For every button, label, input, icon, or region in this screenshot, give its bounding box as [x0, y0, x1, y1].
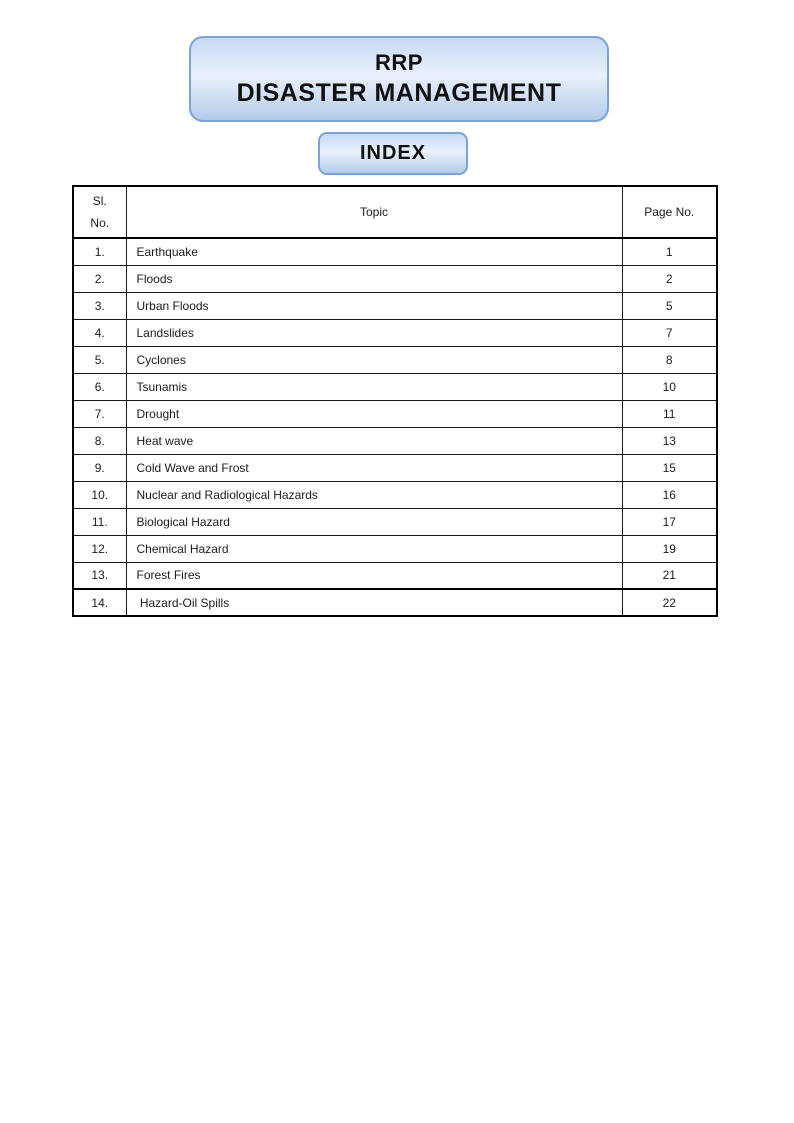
- sl-no-cell: 1.: [73, 238, 126, 265]
- topic-cell: Cyclones: [126, 346, 622, 373]
- table-row: [73, 400, 717, 427]
- page-no-cell: 7: [622, 319, 717, 346]
- table-row: [73, 265, 717, 292]
- topic-cell: Forest Fires: [126, 562, 622, 589]
- topic-cell: Cold Wave and Frost: [126, 454, 622, 481]
- sl-no-cell: 7.: [73, 400, 126, 427]
- document-title-line2: DISASTER MANAGEMENT: [236, 79, 562, 107]
- sl-no-cell: 13.: [73, 562, 126, 589]
- header-topic: Topic: [126, 186, 622, 238]
- topic-cell: Urban Floods: [126, 292, 622, 319]
- sl-no-cell: 3.: [73, 292, 126, 319]
- page-no-cell: 17: [622, 508, 717, 535]
- table-row: [73, 562, 717, 589]
- header-sl-line1: Sl.: [92, 194, 107, 208]
- table-row: [73, 481, 717, 508]
- sl-no-cell: 4.: [73, 319, 126, 346]
- index-badge: [318, 132, 468, 175]
- sl-no-cell: 10.: [73, 481, 126, 508]
- table-row: [73, 292, 717, 319]
- topic-cell: Earthquake: [126, 238, 622, 265]
- page-no-cell: 22: [622, 589, 717, 616]
- page-no-cell: 8: [622, 346, 717, 373]
- topic-cell: Chemical Hazard: [126, 535, 622, 562]
- page-no-cell: 1: [622, 238, 717, 265]
- index-label: INDEX: [359, 142, 427, 164]
- document-title-box: [189, 36, 609, 122]
- header-page-no: Page No.: [622, 186, 717, 238]
- page-no-cell: 16: [622, 481, 717, 508]
- topic-cell: Drought: [126, 400, 622, 427]
- page-no-cell: 11: [622, 400, 717, 427]
- index-table: [72, 185, 718, 617]
- document-title-line1: RRP: [375, 50, 423, 75]
- header-row: [73, 186, 717, 238]
- page-no-cell: 15: [622, 454, 717, 481]
- page-no-cell: 10: [622, 373, 717, 400]
- sl-no-cell: 14.: [73, 589, 126, 616]
- table-row: [73, 346, 717, 373]
- topic-cell: Floods: [126, 265, 622, 292]
- sl-no-cell: 5.: [73, 346, 126, 373]
- table-row: [73, 319, 717, 346]
- sl-no-cell: 2.: [73, 265, 126, 292]
- table-row: [73, 589, 717, 616]
- sl-no-cell: 8.: [73, 427, 126, 454]
- topic-cell: Biological Hazard: [126, 508, 622, 535]
- table-row: [73, 373, 717, 400]
- sl-no-cell: 6.: [73, 373, 126, 400]
- sl-no-cell: 12.: [73, 535, 126, 562]
- topic-cell: Tsunamis: [126, 373, 622, 400]
- header-sl-no: [73, 186, 126, 238]
- table-row: [73, 508, 717, 535]
- page-no-cell: 2: [622, 265, 717, 292]
- sl-no-cell: 9.: [73, 454, 126, 481]
- page-no-cell: 19: [622, 535, 717, 562]
- topic-cell: Nuclear and Radiological Hazards: [126, 481, 622, 508]
- page-no-cell: 21: [622, 562, 717, 589]
- table-row: [73, 535, 717, 562]
- topic-cell: Landslides: [126, 319, 622, 346]
- page-no-cell: 13: [622, 427, 717, 454]
- index-table-header: [73, 186, 717, 238]
- topic-cell: Heat wave: [126, 427, 622, 454]
- table-row: [73, 238, 717, 265]
- page-no-cell: 5: [622, 292, 717, 319]
- header-sl-line2: No.: [90, 216, 110, 230]
- table-row: [73, 454, 717, 481]
- index-table-body: [73, 238, 717, 616]
- topic-cell: Hazard-Oil Spills: [126, 589, 622, 616]
- sl-no-cell: 11.: [73, 508, 126, 535]
- table-row: [73, 427, 717, 454]
